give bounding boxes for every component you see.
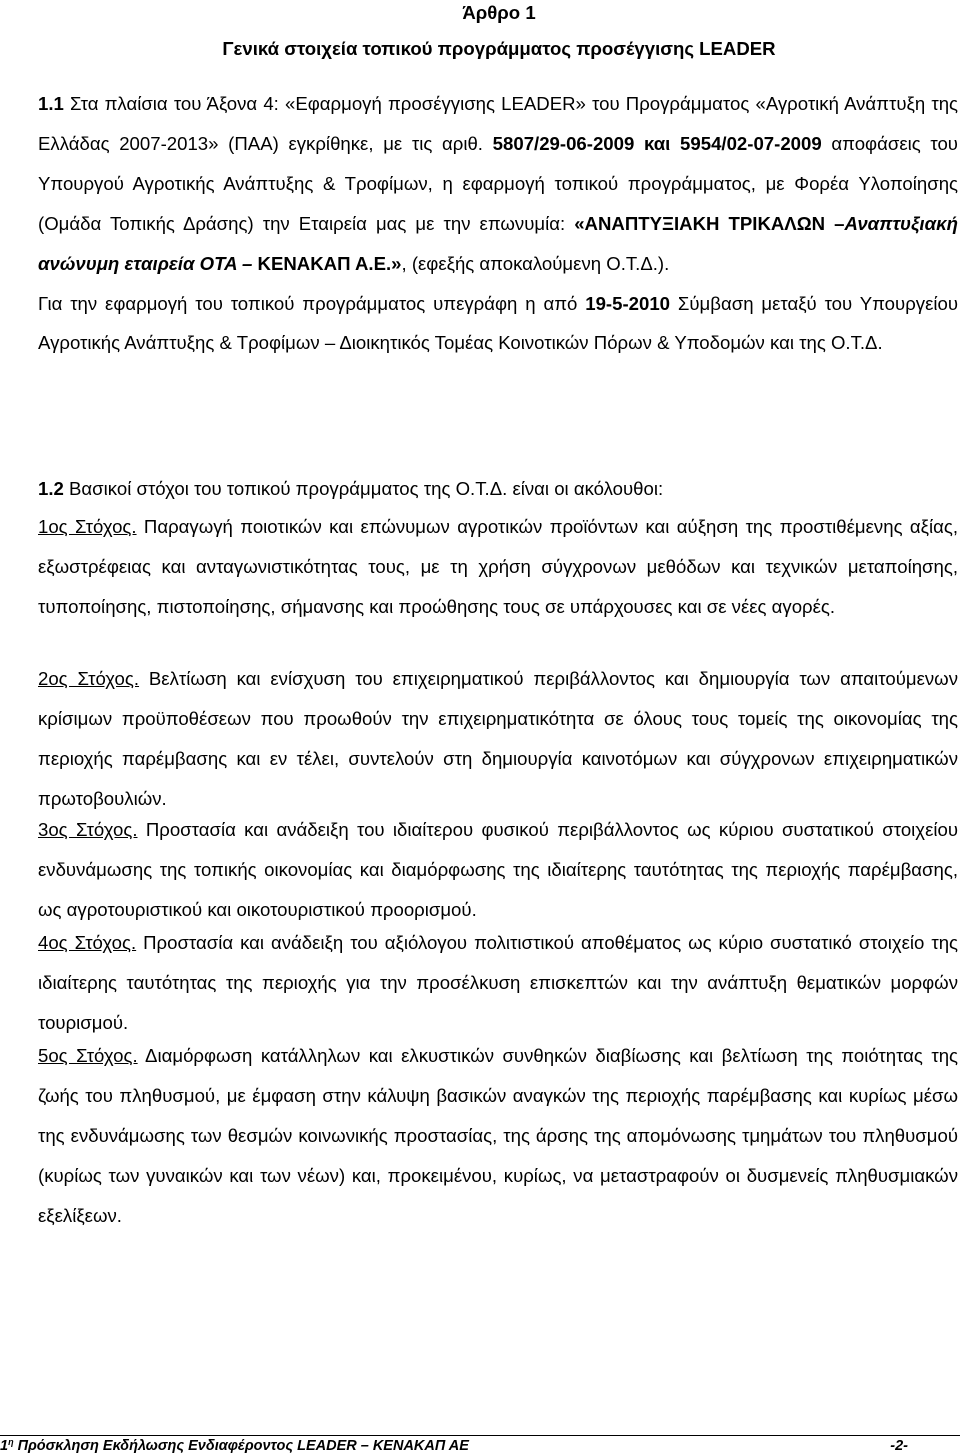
goal-3-label: 3ος Στόχος. [38, 819, 138, 840]
goal-2 [38, 659, 958, 819]
section-1-2-text: Βασικοί στόχοι του τοπικού προγράμματος της Ο.Τ.Δ. είναι οι ακόλουθοι: [63, 478, 664, 499]
company-name-end: ΚΕΝΑΚΑΠ Α.Ε.» [252, 252, 402, 274]
article-title: Γενικά στοιχεία τοπικού προγράμματος προσέγγισης LEADER [222, 38, 776, 59]
section-1-1-paragraph [38, 84, 958, 363]
goal-2-text: Βελτίωση και ενίσχυση του επιχειρηματικού περιβάλλοντος και δημιουργία των απαιτούμενων κρίσιμων προϋποθέσεων που προωθούν την επιχειρηματικότητα σε όλους τους τομείς της οικονομίας της περιοχής παρέμβασης και εν τέλει, συντελούν στη δημιουργία καινοτόμων και σύγχρονων επιχειρηματικών πρωτοβουλιών. [38, 668, 958, 809]
goal-5-label: 5ος Στόχος. [38, 1045, 138, 1066]
company-name-main: «ΑΝΑΠΤΥΞΙΑΚΗ ΤΡΙΚΑΛΩΝ – [574, 212, 845, 234]
footer-superscript: η [8, 1437, 14, 1447]
goal-1 [38, 507, 958, 627]
goal-1-text: Παραγωγή ποιοτικών και επώνυμων αγροτικών προϊόντων και αύξηση της προστιθέμενης αξίας, εξωστρέφειας και ανταγωνιστικότητας τους, με τη χρήση σύγχρονων μεθόδων και τεχνικών μεταποίησης, τυποποίησης, πιστοποίησης, σήμανσης και προώθησης τους σε υπάρχουσες και σε νέες αγορές. [38, 516, 958, 617]
goal-5 [38, 1036, 958, 1236]
goal-1-label: 1ος Στόχος. [38, 516, 137, 537]
section-1-1-text-a: Στα πλαίσια του Άξονα 4: «Εφαρμογή προσέγγισης LEADER» του Προγράμματος «Αγροτική Ανάπτυξη της Ελλάδας 2007-2013» (ΠΑΑ) εγκρίθηκε, με τις αριθ. [38, 93, 958, 154]
footer-number: 1 [0, 1438, 9, 1454]
footer-text: Πρόσκληση Εκδήλωσης Ενδιαφέροντος LEADER – ΚΕΝΑΚΑΠ ΑΕ [13, 1438, 469, 1454]
goal-4-label: 4ος Στόχος. [38, 932, 137, 953]
section-1-1-text-c: , (εφεξής αποκαλούμενη Ο.Τ.Δ.). [401, 252, 670, 274]
page-footer [0, 1437, 908, 1455]
footer-divider [0, 1435, 960, 1436]
section-1-2-paragraph [38, 477, 663, 501]
section-1-1-text-b: αποφάσεις του Υπουργού Αγροτικής Ανάπτυξης & Τροφίμων, η εφαρμογή τοπικού προγράμματος, με Φορέα Υλοποίησης (Ομάδα Τοπικής Δράσης) την Εταιρεία μας με την επωνυμία: [38, 132, 958, 234]
section-1-1-number: 1.1 [38, 93, 64, 114]
section-1-2-number: 1.2 [38, 478, 64, 499]
goal-3 [38, 810, 958, 930]
article-number: Άρθρο 1 [462, 2, 536, 23]
goal-4-text: Προστασία και ανάδειξη του αξιόλογου πολιτιστικού αποθέματος ως κύριο συστατικό στοιχείο της ιδιαίτερης ταυτότητας της περιοχής για την προσέλκυση επισκεπτών και την ανάπτυξη θεματικών μορφών τουρισμού. [38, 932, 959, 1033]
page-number: -2- [890, 1438, 908, 1454]
decision-numbers: 5807/29-06-2009 και 5954/02-07-2009 [492, 132, 822, 154]
contract-text-a: Για την εφαρμογή του τοπικού προγράμματος υπεγράφη η από [38, 292, 586, 314]
contract-text-b: Σύμβαση μεταξύ του Υπουργείου Αγροτικής Ανάπτυξης & Τροφίμων – Διοικητικός Τομέας Κοινοτικών Πόρων & Υποδομών και της Ο.Τ.Δ. [38, 292, 958, 354]
goal-4 [38, 923, 958, 1043]
goal-5-text: Διαμόρφωση κατάλληλων και ελκυστικών συνθηκών διαβίωσης και βελτίωση της ποιότητας της ζωής του πληθυσμού, με έμφαση στην κάλυψη βασικών αναγκών της περιοχής παρέμβασης και κυρίως μέσω της ενδυνάμωσης των θεσμών κοινωνικής προστασίας, της άρσης της απομόνωσης τμημάτων του πληθυσμού (κυρίως των γυναικών και των νέων) και, προκειμένου, κυρίως, να μεταστραφούν οι δυσμενείς πληθυσμιακών εξελίξεων. [38, 1045, 958, 1226]
company-name-italic: Αναπτυξιακή ανώνυμη εταιρεία ΟΤΑ – [38, 212, 958, 274]
goal-2-label: 2ος Στόχος. [38, 668, 140, 689]
footer-title [0, 1437, 469, 1455]
contract-date: 19-5-2010 [585, 292, 671, 314]
goal-3-text: Προστασία και ανάδειξη του ιδιαίτερου φυσικού περιβάλλοντος ως κύριου συστατικού στοιχείου ενδυνάμωσης της τοπικής οικονομίας και διαμόρφωσης της ιδιαίτερης ταυτότητας της περιοχής παρέμβασης, ως αγροτουριστικού και οικοτουριστικού προορισμού. [38, 819, 958, 920]
